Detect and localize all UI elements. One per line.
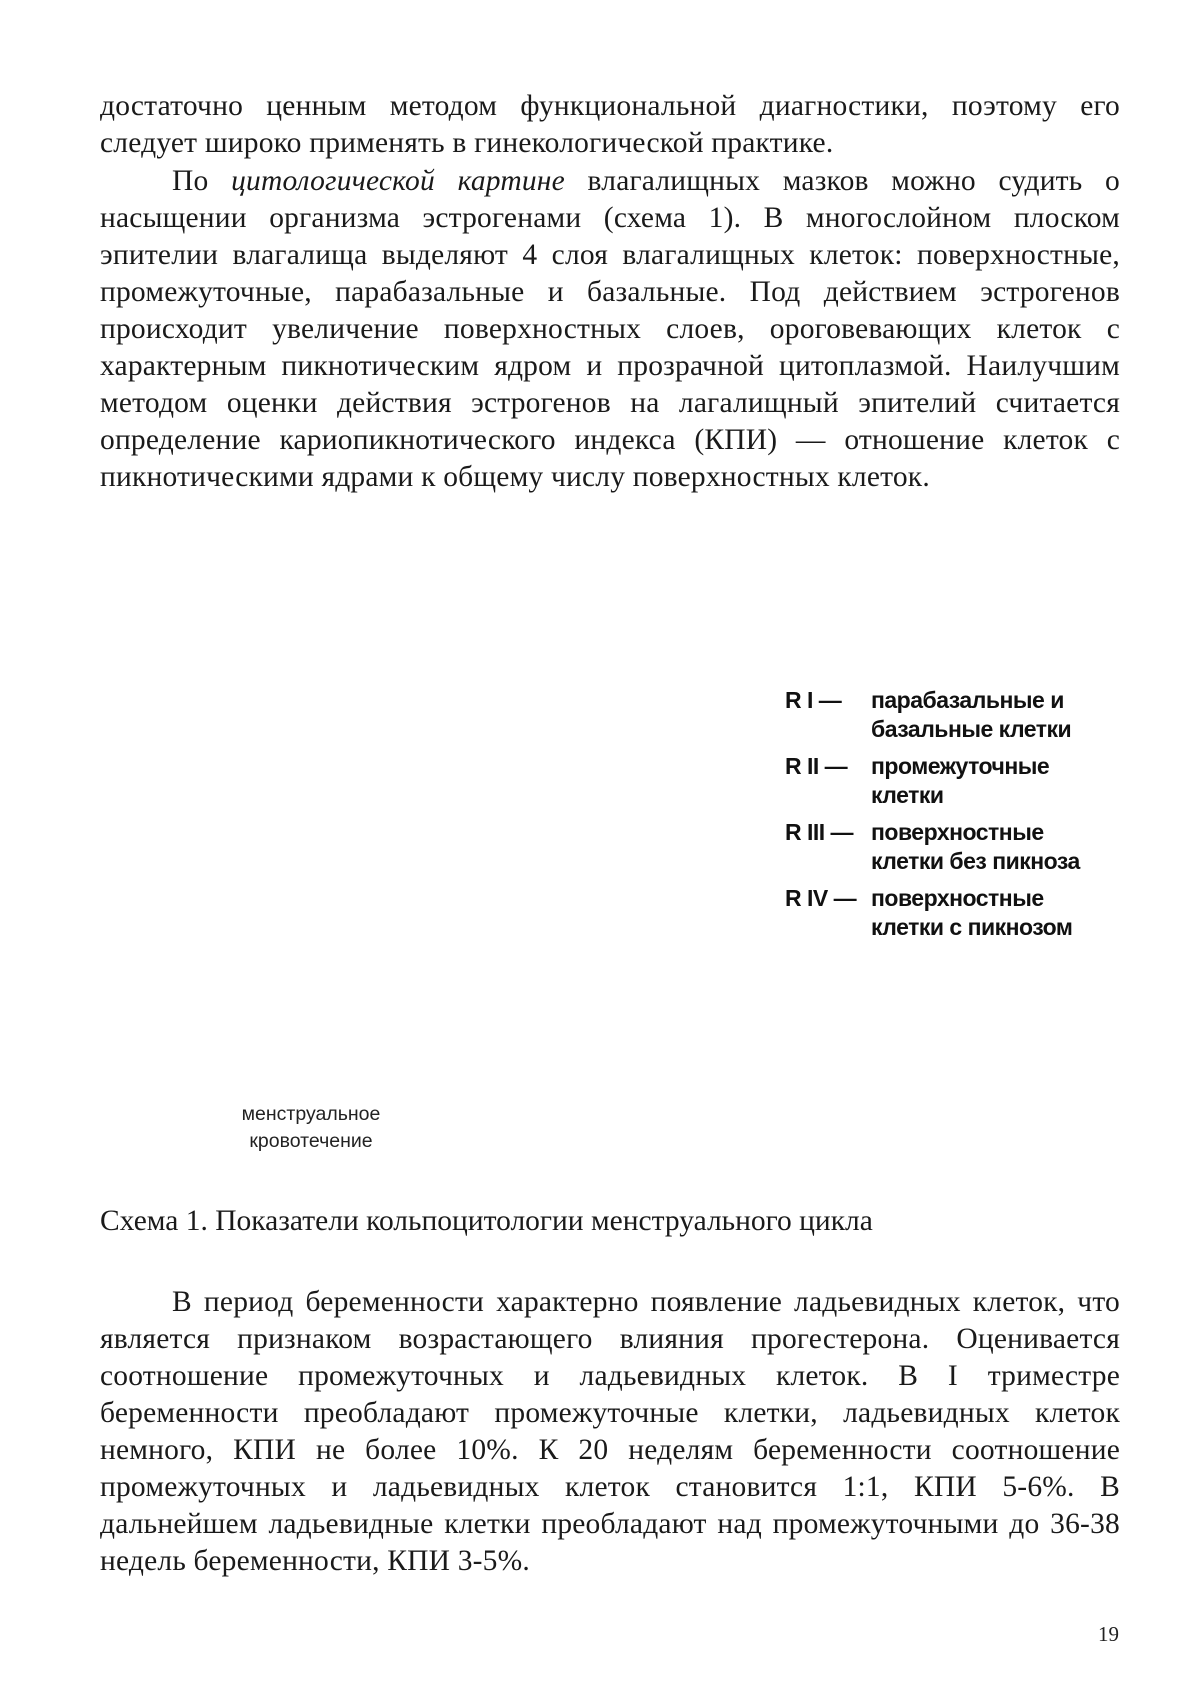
legend-item [785,752,1080,810]
legend-code: R IV — [785,885,857,911]
menstruation-label: менструальное кровотечение [241,1103,381,1152]
legend-description: поверхностные клетки без пикноза [871,819,1080,874]
legend-item [785,686,1080,744]
paragraph-1: достаточно ценным методом функциональной диагностики, поэтому его следует широко применять в гинекологической практике. [100,90,1120,159]
paragraph-2-rest: влагалищных мазков можно судить о насыщении организма эстрогенами (схема 1). В многослойном плоском эпителии влагалища выделяют 4 слоя влагалищных клеток: поверхностные, промежуточные, парабазальные и базальные. Под действием эстрогенов происходит увеличение поверхностных слоев, ороговевающих клеток с характерным пикнотическим ядром и прозрачной цитоплазмой. Наилучшим методом оценки действия эстрогенов на лагалищный эпителий считается определение кариопикнотического индекса (КПИ) — отношение клеток с пикнотическими ядрами к общему числу поверхностных клеток. [100,165,1120,493]
legend-item [785,818,1080,876]
paragraph-2-start: По [172,165,232,197]
scheme-caption: Схема 1. Показатели кольпоцитологии менструального цикла [100,1205,873,1237]
legend-description: промежуточные клетки [871,753,1050,808]
legend-description: парабазальные и базальные клетки [871,687,1072,742]
paragraph-2 [100,163,1120,496]
paragraph-3: В период беременности характерно появление ладьевидных клеток, что является признаком возрастающего влияния прогестерона. Оценивается соотношение промежуточных и ладьевидных клеток. В I триместре беременности преобладают промежуточные клетки, ладьевидных клеток немного, КПИ не более 10%. К 20 неделям беременности соотношение промежуточных и ладьевидных клеток становится 1:1, КПИ 5-6%. В дальнейшем ладьевидные клетки преобладают над промежуточными до 36-38 недель беременности, КПИ 3-5%. [100,1286,1120,1577]
legend-code: R II — [785,753,848,779]
legend-item [785,884,1080,942]
legend-code: R I — [785,687,842,713]
paragraph-2-italic: цитологической картине [231,165,565,197]
legend-description: поверхностные клетки с пикнозом [871,885,1073,940]
scheme-legend [785,686,1080,950]
legend-code: R III — [785,819,854,845]
page-number: 19 [1098,1622,1119,1646]
